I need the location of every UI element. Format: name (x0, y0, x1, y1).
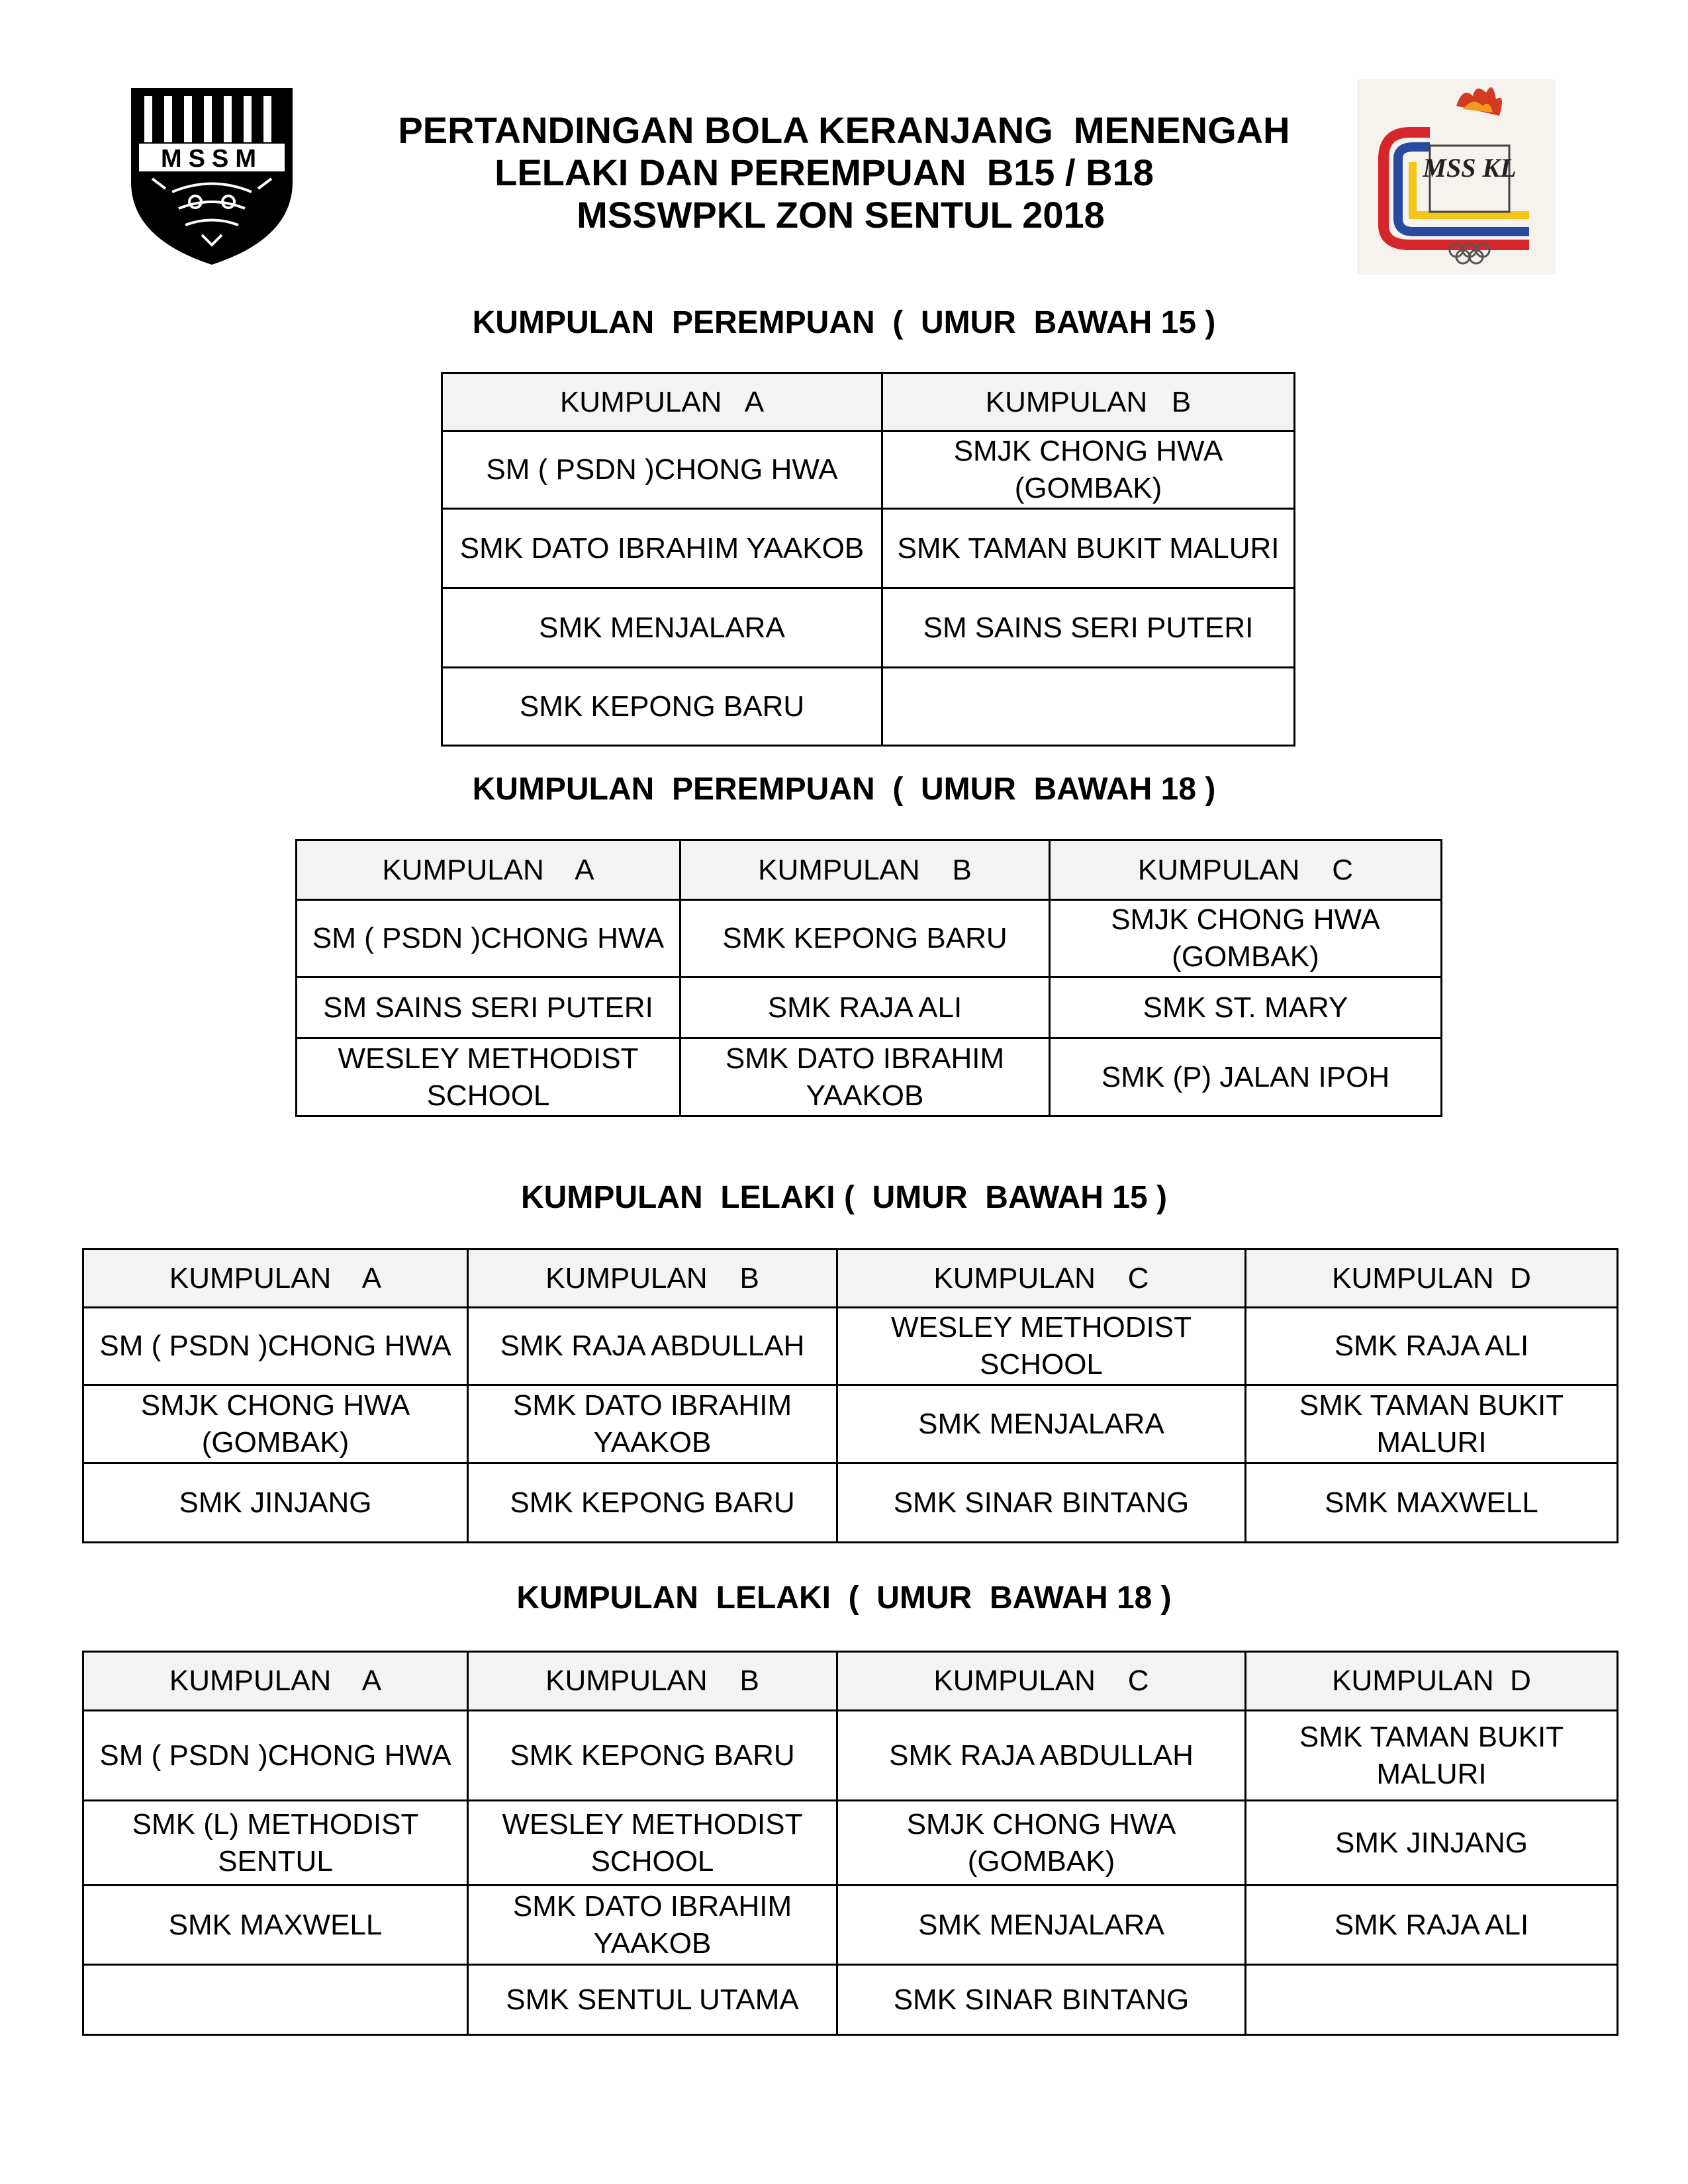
column-header: KUMPULAN A (442, 373, 882, 432)
team-cell: SMK MENJALARA (442, 588, 882, 668)
team-cell: WESLEY METHODIST SCHOOL (297, 1038, 680, 1116)
team-cell: SMK RAJA ABDULLAH (468, 1308, 837, 1385)
team-cell: SMK TAMAN BUKIT MALURI (1246, 1385, 1618, 1463)
team-cell: SMK SINAR BINTANG (837, 1965, 1246, 2035)
team-cell: SMK RAJA ABDULLAH (837, 1711, 1246, 1801)
team-cell: SMK KEPONG BARU (468, 1463, 837, 1543)
column-header: KUMPULAN B (882, 373, 1295, 432)
mssm-logo (126, 83, 298, 268)
column-header: KUMPULAN B (468, 1652, 837, 1711)
team-cell: SMK RAJA ALI (1246, 1308, 1618, 1385)
column-header: KUMPULAN B (680, 841, 1050, 900)
title-line-2: LELAKI DAN PEREMPUAN B15 / B18 (494, 152, 1154, 193)
column-header: KUMPULAN A (83, 1250, 468, 1308)
team-cell: SMJK CHONG HWA (GOMBAK) (1050, 900, 1442, 978)
team-cell: WESLEY METHODIST SCHOOL (837, 1308, 1246, 1385)
team-cell: SMK MAXWELL (83, 1886, 468, 1965)
team-cell: SMK RAJA ALI (1246, 1886, 1618, 1965)
team-cell: SMK KEPONG BARU (442, 668, 882, 746)
team-cell: SMK ST. MARY (1050, 978, 1442, 1038)
team-cell: SMK RAJA ALI (680, 978, 1050, 1038)
team-cell: SMK TAMAN BUKIT MALURI (882, 509, 1295, 588)
team-cell: SM ( PSDN )CHONG HWA (297, 900, 680, 978)
team-cell: WESLEY METHODIST SCHOOL (468, 1801, 837, 1886)
column-header: KUMPULAN B (468, 1250, 837, 1308)
section-heading-lelaki-b15: KUMPULAN LELAKI ( UMUR BAWAH 15 ) (521, 1180, 1167, 1215)
mssm-logo-text: MSSM (161, 145, 263, 173)
section-heading-perempuan-b15: KUMPULAN PEREMPUAN ( UMUR BAWAH 15 ) (472, 305, 1216, 340)
team-cell (83, 1965, 468, 2035)
team-cell: SMK KEPONG BARU (680, 900, 1050, 978)
title-line-1: PERTANDINGAN BOLA KERANJANG MENENGAH (398, 109, 1290, 151)
team-cell: SMK MENJALARA (837, 1385, 1246, 1463)
group-table-lelaki-b18 (82, 1651, 1618, 2036)
team-cell: SMK MAXWELL (1246, 1463, 1618, 1543)
team-cell: SMK DATO IBRAHIM YAAKOB (442, 509, 882, 588)
team-cell: SMK (L) METHODIST SENTUL (83, 1801, 468, 1886)
team-cell: SMK JINJANG (1246, 1801, 1618, 1886)
team-cell: SMK (P) JALAN IPOH (1050, 1038, 1442, 1116)
column-header: KUMPULAN A (83, 1652, 468, 1711)
page-title (318, 109, 1370, 236)
team-cell: SMK SENTUL UTAMA (468, 1965, 837, 2035)
group-table-perempuan-b15 (441, 372, 1295, 747)
column-header: KUMPULAN A (297, 841, 680, 900)
team-cell: SMK MENJALARA (837, 1886, 1246, 1965)
group-table-perempuan-b18 (295, 839, 1442, 1117)
column-header: KUMPULAN C (837, 1652, 1246, 1711)
team-cell: SMK JINJANG (83, 1463, 468, 1543)
team-cell (882, 668, 1295, 746)
column-header: KUMPULAN D (1246, 1250, 1618, 1308)
team-cell: SM SAINS SERI PUTERI (297, 978, 680, 1038)
title-line-3: MSSWPKL ZON SENTUL 2018 (577, 194, 1105, 236)
group-table-lelaki-b15 (82, 1248, 1618, 1543)
team-cell: SM ( PSDN )CHONG HWA (442, 432, 882, 509)
column-header: KUMPULAN D (1246, 1652, 1618, 1711)
msskl-logo-text: MSS KL (1423, 153, 1517, 183)
team-cell: SMK DATO IBRAHIM YAAKOB (468, 1886, 837, 1965)
column-header: KUMPULAN C (1050, 841, 1442, 900)
section-heading-perempuan-b18: KUMPULAN PEREMPUAN ( UMUR BAWAH 18 ) (472, 772, 1216, 807)
team-cell: SM SAINS SERI PUTERI (882, 588, 1295, 668)
team-cell (1246, 1965, 1618, 2035)
team-cell: SMK DATO IBRAHIM YAAKOB (468, 1385, 837, 1463)
section-heading-lelaki-b18: KUMPULAN LELAKI ( UMUR BAWAH 18 ) (516, 1580, 1172, 1615)
team-cell: SMJK CHONG HWA (GOMBAK) (837, 1801, 1246, 1886)
column-header: KUMPULAN C (837, 1250, 1246, 1308)
team-cell: SM ( PSDN )CHONG HWA (83, 1711, 468, 1801)
team-cell: SMK KEPONG BARU (468, 1711, 837, 1801)
team-cell: SMJK CHONG HWA (GOMBAK) (882, 432, 1295, 509)
team-cell: SM ( PSDN )CHONG HWA (83, 1308, 468, 1385)
team-cell: SMK DATO IBRAHIM YAAKOB (680, 1038, 1050, 1116)
team-cell: SMJK CHONG HWA (GOMBAK) (83, 1385, 468, 1463)
team-cell: SMK TAMAN BUKIT MALURI (1246, 1711, 1618, 1801)
msskl-logo (1357, 79, 1556, 275)
team-cell: SMK SINAR BINTANG (837, 1463, 1246, 1543)
